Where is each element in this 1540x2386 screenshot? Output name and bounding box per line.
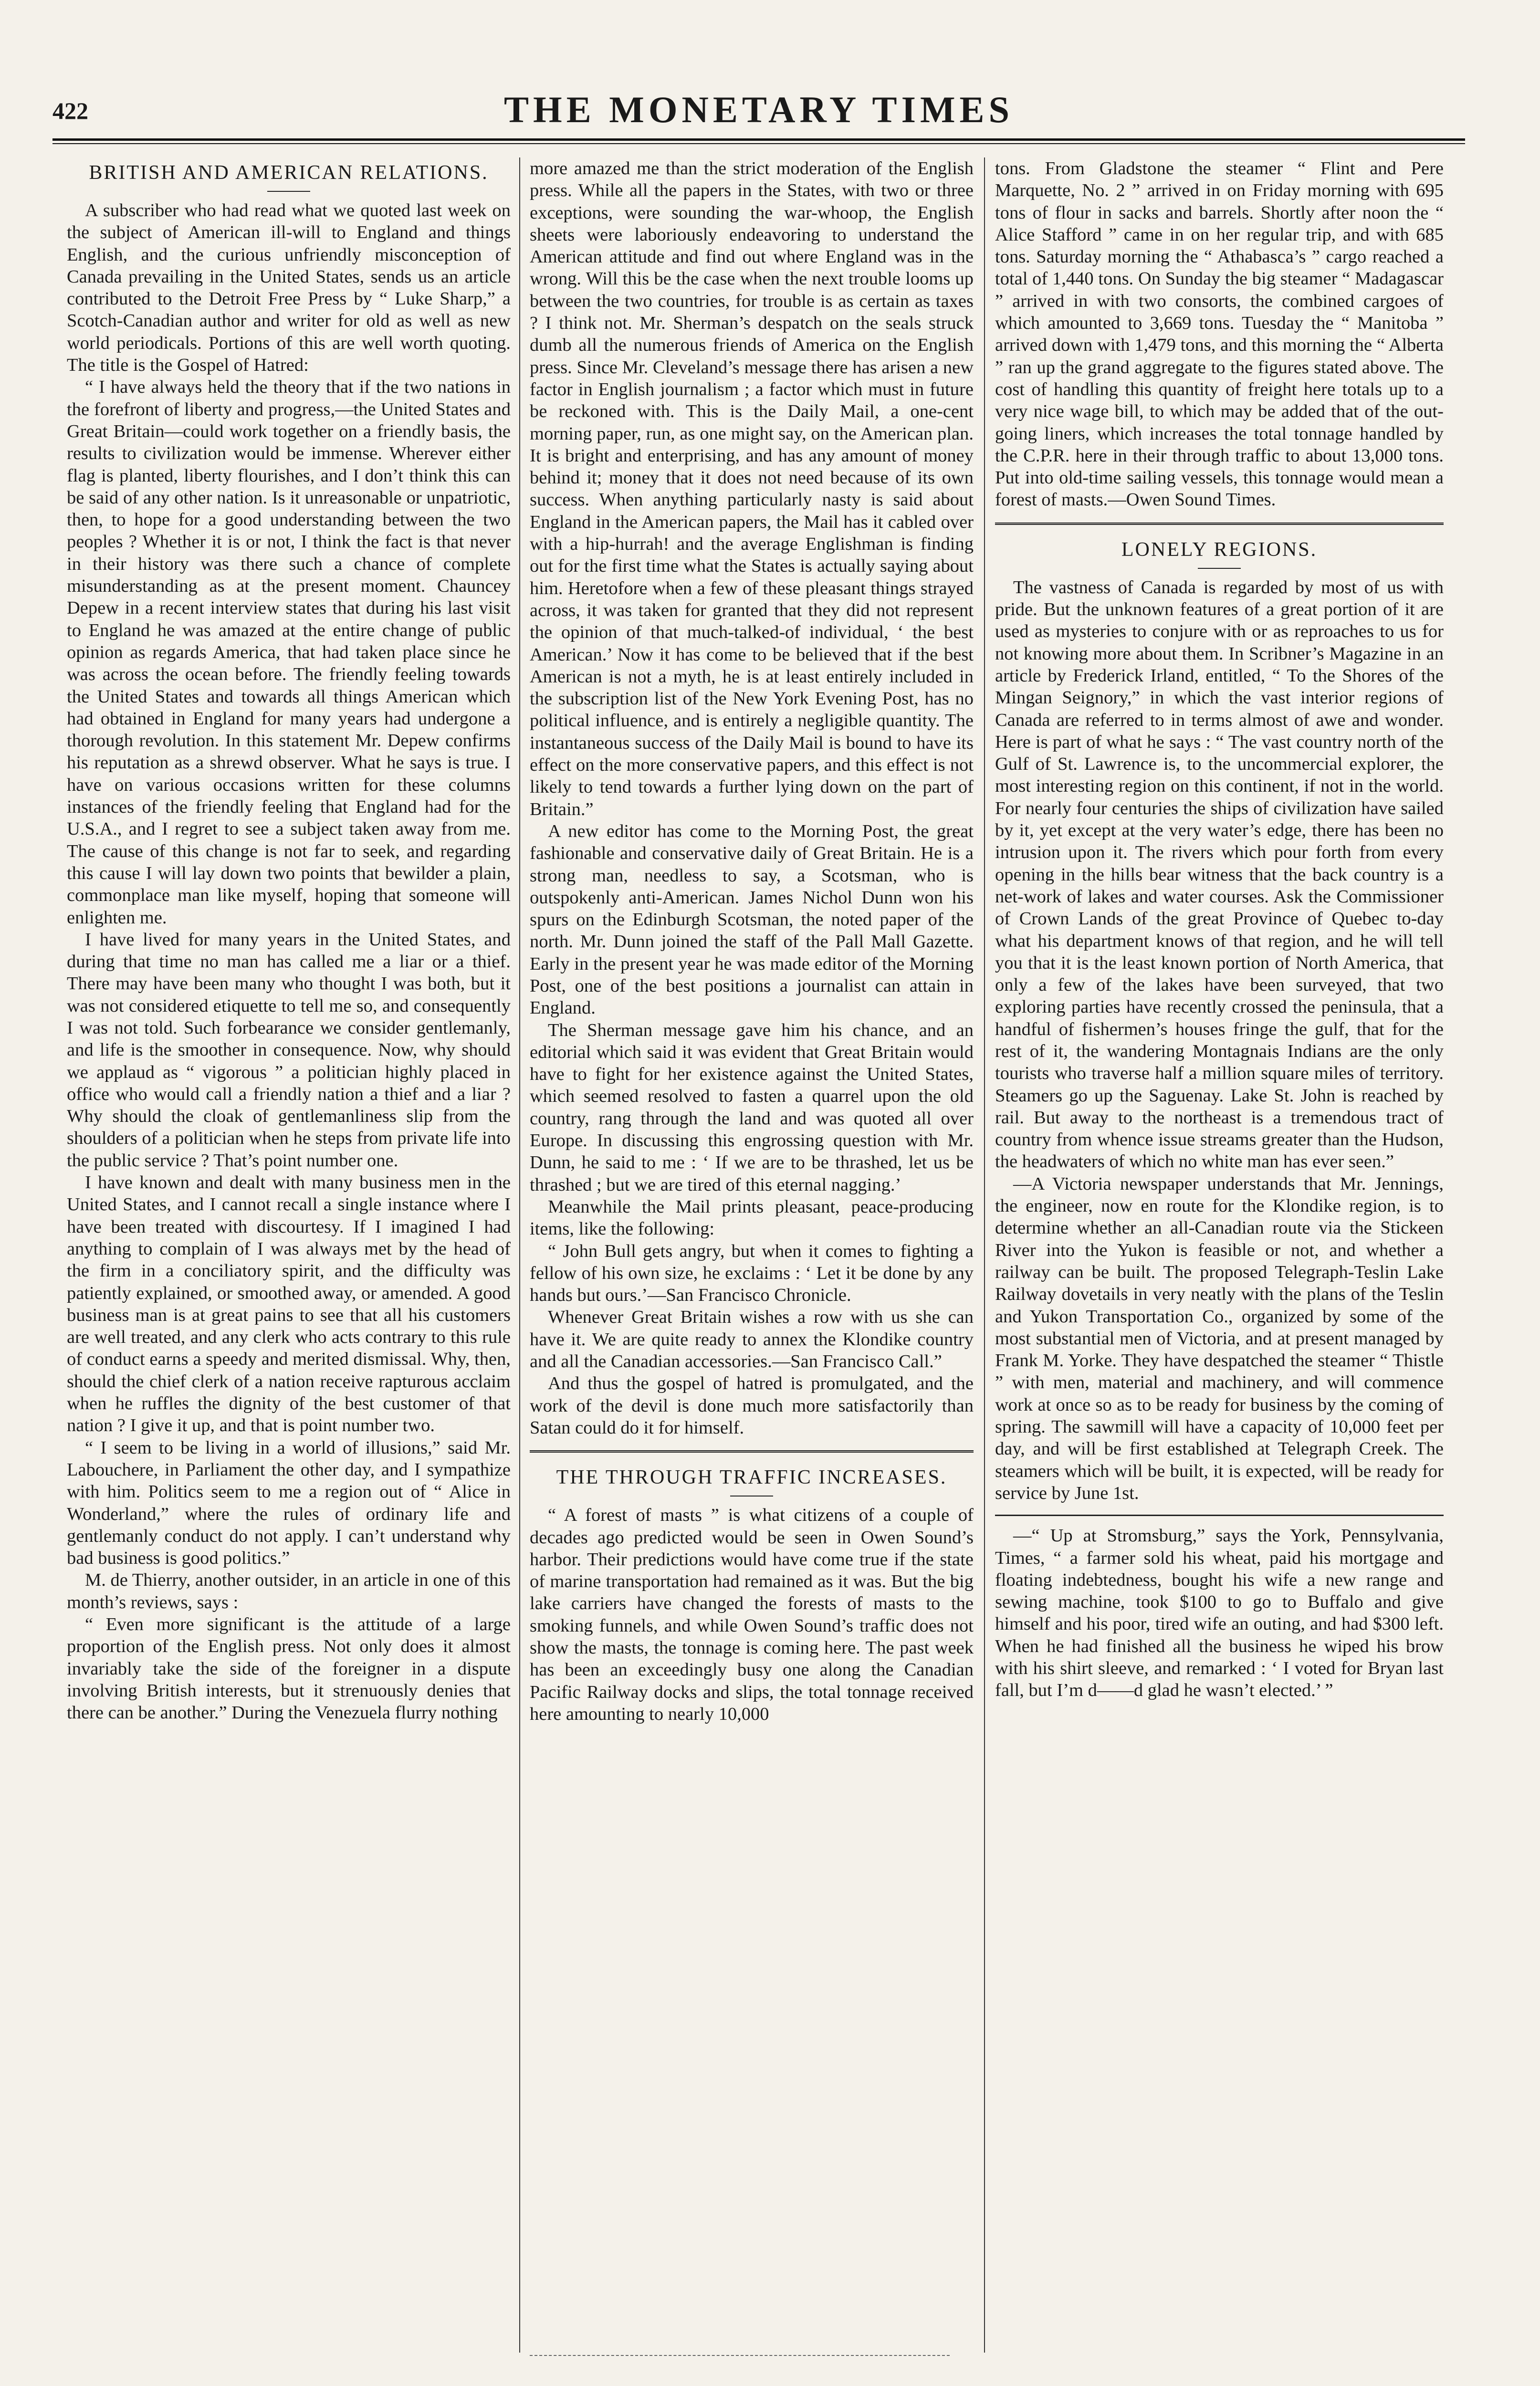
heading-dash [1198,568,1241,569]
article-paragraph: “ Even more significant is the attitude of a large proportion of the English press. Not only does it almost invariably take the side of the foreigner in a dispute involving British interests, but it strenuously denies that there can be another.” During the Venezuela flurry nothing [67,1614,511,1723]
article-paragraph: Whenever Great Britain wishes a row with us she can have it. We are quite ready to annex the Klondike country and all the Canadian accessories.—San Francisco Call.” [530,1307,974,1372]
article-paragraph: —“ Up at Stromsburg,” says the York, Pennsylvania, Times, “ a farmer sold his wheat, paid his mortgage and floating indebtedness, bought his wife a new range and sewing machine, took $100 to go to Buffalo and give himself and his poor, tired wife an outing, and had $300 left. When he had finished all the business he wiped his brow with his shirt sleeve, and remarked : ‘ I voted for Bryan last fall, but I’m d——d glad he wasn’t elected.’ ” [995,1526,1444,1701]
column-divider [519,157,520,2353]
article-paragraph: A new editor has come to the Morning Post, the great fashionable and conservative daily of Great Britain. He is a strong man, needless to say, a Scotsman, who is outspokenly anti-American. James Nichol Dunn won his spurs on the Edinburgh Scotsman, the noted paper of the north. Mr. Dunn joined the staff of the Pall Mall Gazette. Early in the present year he was made editor of the Morning Post, one of the best positions a journalist can attain in England. [530,821,974,1018]
article-paragraph: “ John Bull gets angry, but when it comes to fighting a fellow of his own size, he exclaims : ‘ Let it be done by any hands but ours.’—San Francisco Chronicle. [530,1241,974,1306]
header-rule-thin [52,143,1465,144]
article-heading: LONELY REGIONS. [1121,538,1318,561]
article-heading: THE THROUGH TRAFFIC INCREASES. [556,1466,947,1489]
article-paragraph: more amazed me than the strict moderation of the English press. While all the papers in the States, with two or three exceptions, were sounding the war-whoop, the English sheets were laboriously endeavoring to understand the American attitude and find out where England was in the wrong. Will this be the case when the next trouble looms up between the two countries, for trouble is as certain as taxes ? I think not. Mr. Sherman’s despatch on the seals struck dumb all the numerous friends of America on the English press. Since Mr. Cleveland’s message there has arisen a new factor in English journalism ; a factor which must in future be reckoned with. This is the Daily Mail, a one-cent morning paper, run, as one might say, on the American plan. It is bright and enterprising, and has any amount of money behind it; money that it does not need because of its own success. When anything particularly nasty is said about England in the American papers, the Mail has it cabled over with a hip-hurrah! and the average Englishman is finding out for the first time what the States is actually saying about him. Heretofore when a few of these pleasant things strayed across, it was taken for granted that they did not represent the opinion of that much-talked-of individual, ‘ the best American.’ Now it has come to be believed that if the best American is not a myth, he is at least entirely included in the subscription list of the New York Evening Post, has no political influence, and is entirely a negligible quantity. The instantaneous success of the Daily Mail is bound to have its effect on the more conservative papers, and this effect is not likely to tend towards a further lying down on the part of Britain.” [530,158,974,819]
heading-dash [267,191,310,192]
article-paragraph: “ I seem to be living in a world of illusions,” said Mr. Labouchere, in Parliament the other day, and I sympathize with him. Politics seem to me a region out of “ Alice in Wonderland,” where the rules of ordinary life and gentlemanly conduct do not apply. I can’t understand why bad business is good politics.” [67,1437,511,1569]
article-paragraph: I have known and dealt with many business men in the United States, and I cannot recall a single instance where I have been treated with discourtesy. If I imagined I had anything to complain of I was always met by the head of the firm in a conciliatory spirit, and the difficulty was patiently explained, or smoothed away, or amended. A good business man is at great pains to see that all his customers are well treated, and any clerk who acts contrary to this rule of conduct earns a speedy and merited dismissal. Why, then, should the chief clerk of a nation receive rapturous acclaim when he ruffles the dignity of the best customer of that nation ? I give it up, and that is point number two. [67,1172,511,1436]
header-rule [52,138,1465,141]
column-2 [530,157,974,2353]
article-paragraph: —A Victoria newspaper understands that Mr. Jennings, the engineer, now en route for the Klondike region, is to determine whether an all-Canadian route via the Stickeen River into the Yukon is feasible or not, and whether a railway can be built. The proposed Telegraph-Teslin Lake Railway dovetails in very neatly with the plans of the Teslin and Yukon Transportation Co., organized by some of the most substantial men of Victoria, and at present managed by Frank M. Yorke. They have despatched the steamer “ Thistle ” with men, material and machinery, and will commence work at once so as to be ready for business by the coming of spring. The sawmill will have a capacity of 10,000 feet per day, and will be first established at Telegraph Creek. The steamers which will be built, it is expected, will be ready for service by June 1st. [995,1173,1444,1503]
article-paragraph: “ A forest of masts ” is what citizens of a couple of decades ago predicted would be seen in Owen Sound’s harbor. Their predictions would have come true if the state of marine transportation had remained as it was. But the big lake carriers have changed the forests of masts to the smoking funnels, and while Owen Sound’s traffic does not show the masts, the tonnage is coming here. The past week has been an exceedingly busy one along the Canadian Pacific Railway docks and slips, the total tonnage received here amounting to nearly 10,000 [530,1505,974,1724]
article-heading: BRITISH AND AMERICAN RELATIONS. [89,162,489,184]
column-divider [984,157,985,2353]
page-number: 422 [52,97,88,124]
column-1 [67,157,511,2353]
article-paragraph: tons. From Gladstone the steamer “ Flint and Pere Marquette, No. 2 ” arrived in on Friday morning with 695 tons of flour in sacks and barrels. Shortly after noon the “ Alice Stafford ” came in on her regular trip, and with 685 tons. Saturday morning the “ Athabasca’s ” cargo reached a total of 1,440 tons. On Sunday the big steamer “ Madagascar ” arrived in with two consorts, the combined cargoes of which amounted to 3,669 tons. Tuesday the “ Manitoba ” arrived down with 1,479 tons, and this morning the “ Alberta ” ran up the grand aggregate to the figures stated above. The cost of handling this quantity of freight here totals up to a very nice wage bill, to which may be added that of the out-going liners, which increases the total tonnage handled by the C.P.R. here in their through traffic to about 13,000 tons. Put into old-time sailing vessels, this tonnage would mean a forest of masts.—Owen Sound Times. [995,158,1444,510]
section-rule [530,1450,974,1455]
article-paragraph: And thus the gospel of hatred is promulgated, and the work of the devil is done much more satisfactorily than Satan could do it for himself. [530,1373,974,1438]
article-paragraph: I have lived for many years in the United States, and during that time no man has called me a liar or a thief. There may have been many who thought I was both, but it was not considered etiquette to tell me so, and consequently I was not told. Such forbearance we consider gentlemanly, and life is the smoother in consequence. Now, why should we applaud as “ vigorous ” a politician highly placed in office who would call a friendly nation a thief and a liar ? Why should the cloak of gentlemanliness slip from the shoulders of a politician when he steps from private life into the public service ? That’s point number one. [67,929,511,1171]
article-paragraph: “ I have always held the theory that if the two nations in the forefront of liberty and progress,—the United States and Great Britain—could work together on a friendly basis, the results to civilization would be immense. Wherever either flag is planted, liberty flourishes, and I don’t think this can be said of any other nation. Is it unreasonable or unpatriotic, then, to hope for a good understanding between the two peoples ? Whether it is or not, I think the fact is that never in their history was there such a chance of complete misunderstanding as at the present moment. Chauncey Depew in a recent interview states that during his last visit to England he was amazed at the entire change of public opinion as regards America, that had taken place since he was across the ocean before. The friendly feeling towards the United States and towards all things American which had obtained in England for many years had undergone a thorough revolution. In this statement Mr. Depew confirms his reputation as a shrewd observer. What he says is true. I have on various occasions written for these columns instances of the friendly feeling that England had for the U.S.A., and I regret to see a subject taken away from me. The cause of this change is not far to seek, and regarding this cause I will lay down two points that bewilder a plain, commonplace man like myself, hoping that someone will enlighten me. [67,377,511,928]
section-rule [995,1515,1444,1516]
article-paragraph: The vastness of Canada is regarded by most of us with pride. But the unknown features of a great portion of it are used as mysteries to conjure with or as reproaches to us for not knowing more about them. In Scribner’s Magazine in an article by Frederick Irland, entitled, “ To the Shores of the Mingan Seignory,” in which the vast interior regions of Canada are referred to in terms almost of awe and wonder. Here is part of what he says : “ The vast country north of the Gulf of St. Lawrence is, to the uncommercial explorer, the most interesting region on this continent, if not in the world. For nearly four centuries the ships of civilization have sailed by it, yet except at the very water’s edge, there has been no intrusion upon it. The rivers which pour forth from every opening in the hills bear witness that the back country is a net-work of lakes and water courses. Ask the Commissioner of Crown Lands of the great Province of Quebec to-day what his department knows of that region, and he will tell you that it is the least known portion of North America, that only a few of the lakes have been surveyed, that two exploring parties have recently crossed the peninsula, that a handful of fishermen’s houses fringe the gulf, that for the rest of it, the wandering Montagnais Indians are the only tourists who traverse half a million square miles of territory. Steamers go up the Saguenay. Lake St. John is reached by rail. But away to the northeast is a tremendous tract of country from whence issue streams greater than the Hudson, the headwaters of which no white man has ever seen.” [995,577,1444,1172]
page-header [52,88,1465,136]
article-paragraph: M. de Thierry, another outsider, in an article in one of this month’s reviews, says : [67,1570,511,1612]
footer-rule [530,2355,950,2356]
section-rule [995,523,1444,527]
article-paragraph: Meanwhile the Mail prints pleasant, peace-producing items, like the following: [530,1196,974,1239]
article-paragraph: A subscriber who had read what we quoted last week on the subject of American ill-will to England and things English, and the curious unfriendly misconception of Canada prevailing in the United States, sends us an article contributed to the Detroit Free Press by “ Luke Sharp,” a Scotch-Canadian author and writer for old as well as new world periodicals. Portions of this are well worth quoting. The title is the Gospel of Hatred: [67,200,511,376]
masthead-title: THE MONETARY TIMES [504,89,1014,130]
article-paragraph: The Sherman message gave him his chance, and an editorial which said it was evident that Great Britain would have to fight for her existence against the United States, which seemed resolved to fasten a quarrel upon the old country, rang through the land and was quoted all over Europe. In discussing this engrossing question with Mr. Dunn, he said to me : ‘ If we are to be thrashed, let us be thrashed ; but we are tired of this eternal nagging.’ [530,1020,974,1195]
column-3 [995,157,1444,2353]
